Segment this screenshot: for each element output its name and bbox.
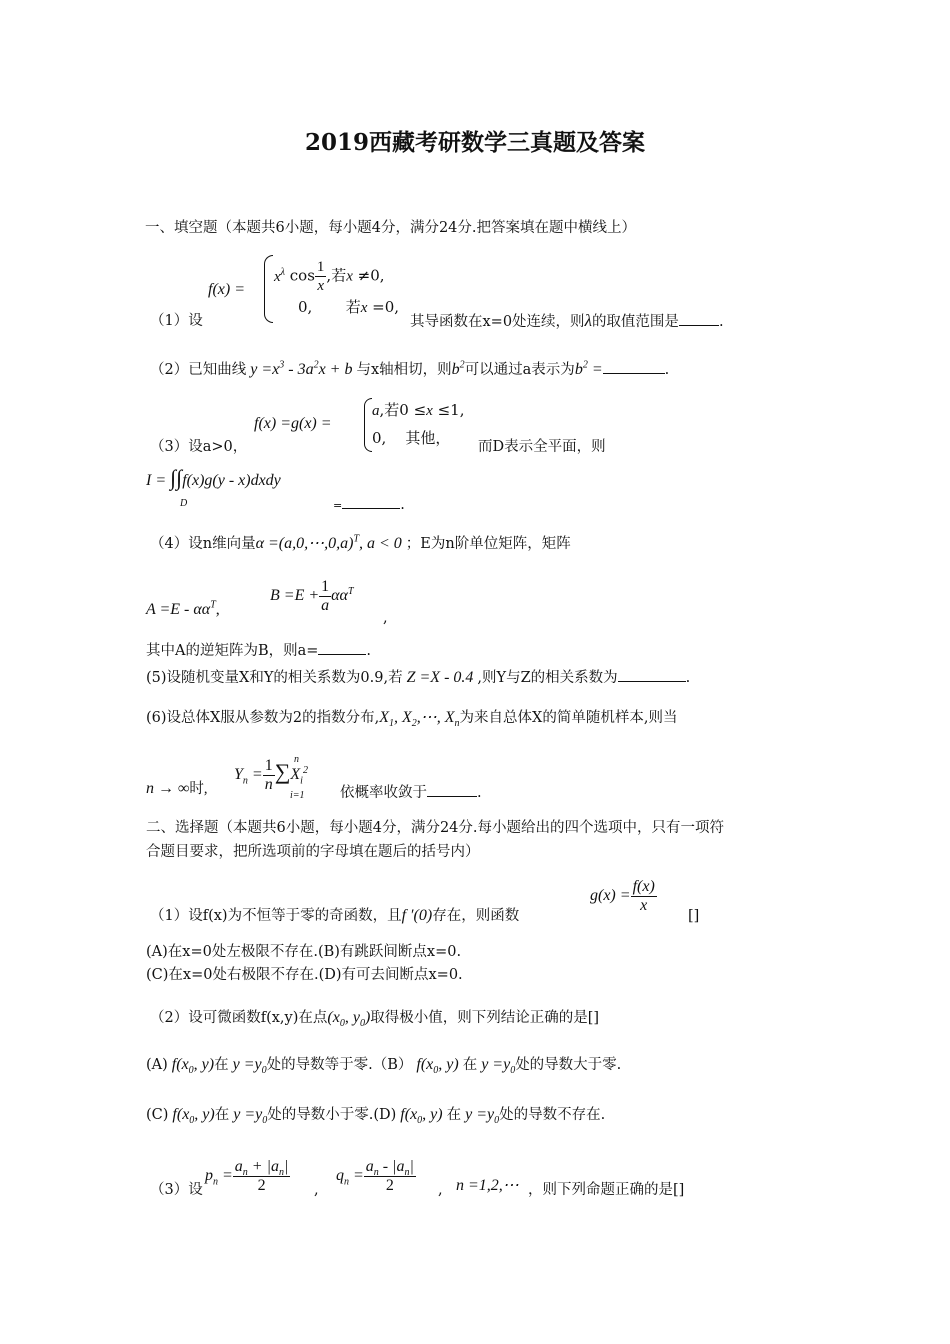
q4-matrix-b: B =E + $\frac{1}{a}$ $\alpha\alpha^T$ bbox=[270, 578, 354, 614]
s2-q1-options-ab: (A)在x=0处左极限不存在.(B)有跳跃间断点x=0. bbox=[146, 944, 462, 960]
section-2-heading-1: 二、选择题（本题共6小题，每小题4分，满分24分.每小题给出的四个选项中，只有一项符 bbox=[146, 820, 725, 836]
q1-prefix: （1）设 bbox=[150, 313, 203, 329]
s2-q3-qn: $q_n$ = $\frac{a_n - |a_n|}{2}$ bbox=[336, 1158, 414, 1194]
q3-case-2: 0, 其他， bbox=[372, 429, 451, 447]
q6-line-1: (6)设总体X服从参数为2的指数分布$,X_1$, $X_2,\cdots$, $X_n$为来自总体X的简单随机样本,则当 bbox=[146, 709, 678, 730]
section-1-heading: 一、填空题（本题共6小题，每小题4分，满分24分.把答案填在题中横线上） bbox=[145, 220, 637, 236]
q3-integral-domain: D bbox=[180, 498, 188, 509]
q3-brace bbox=[364, 398, 372, 452]
s2-q1-line: （1）设f(x)为不恒等于零的奇函数，且f ′(0)存在，则函数 bbox=[150, 907, 520, 924]
q6-limit: n → ∞时, bbox=[146, 780, 208, 797]
q1-brace bbox=[264, 255, 273, 323]
s2-q3-prefix: （3）设 bbox=[150, 1182, 203, 1198]
q1-case-1: $x^\lambda$ cos $\frac{1}{x}$ ,若x ≠0, bbox=[274, 259, 385, 294]
q1-text: 其导函数在x=0处连续，则λ的取值范围是 . bbox=[410, 311, 724, 330]
q3-prefix: （3）设a>0， bbox=[150, 439, 248, 455]
q2-line: （2）已知曲线 $y =x^3 - 3a^2x + b$ 与x轴相切，则$b^2$可以通过a表示为$b^2$ = . bbox=[150, 359, 670, 378]
q4-line-1: （4）设n维向量α =(a,0,⋯,0,a)$^T$, a < 0 ；E为n阶单位矩阵，矩阵 bbox=[150, 533, 571, 552]
s2-q1-function: g(x) = $\frac{f(x)}{x}$ bbox=[590, 878, 655, 914]
s2-q2-options-ab: (A) $f(x_0$, y)在 $y =y_0$处的导数等于零.（B） $f(x_0$, y) 在 $y =y_0$处的导数大于零. bbox=[146, 1056, 622, 1077]
s2-q3-text: ，则下列命题正确的是[] bbox=[528, 1182, 685, 1198]
s2-q2-options-cd: (C) $f(x_0$, y)在 $y =y_0$处的导数小于零.(D) $f(x_0$, y) 在 $y =y_0$处的导数不存在. bbox=[146, 1106, 606, 1127]
q3-integral: I = ∫∫f(x)g(y - x)dxdy bbox=[146, 465, 281, 490]
q6-statistic: $Y_n$ = $\frac{1}{n}$ $\sum X_i^2$ bbox=[234, 757, 308, 793]
section-2-heading-2: 合题目要求，把所选项前的字母填在题后的括号内） bbox=[146, 844, 480, 860]
s2-q3-sep-2: , bbox=[438, 1182, 443, 1198]
q1-case-2: 0, 若x =0, bbox=[298, 298, 400, 316]
q3-answer: = . bbox=[333, 497, 405, 513]
q4-sep: , bbox=[383, 610, 388, 626]
s2-q3-index: n =1,2,⋯ bbox=[456, 1177, 519, 1194]
s2-q1-options-cd: (C)在x=0处右极限不存在.(D)有可去间断点x=0. bbox=[146, 967, 463, 983]
q1-function-lhs: f(x) = bbox=[208, 281, 245, 298]
s2-q1-bracket: [] bbox=[688, 908, 700, 924]
q6-sum-upper: n bbox=[294, 754, 299, 765]
q4-line-2: 其中A的逆矩阵为B，则a= . bbox=[146, 643, 372, 659]
q3-case-1: a,若0 ≤x ≤1, bbox=[372, 401, 465, 419]
s2-q2-line: （2）设可微函数f(x,y)在点($x_0$, $y_0$)取得极小值，则下列结论正确的是[] bbox=[150, 1009, 600, 1030]
q5-line: (5)设随机变量X和Y的相关系数为0.9,若 Z =X - 0.4 ,则Y与Z的相关系数为 . bbox=[146, 669, 691, 686]
s2-q3-sep-1: , bbox=[314, 1182, 319, 1198]
page-title: 2019西藏考研数学三真题及答案 bbox=[304, 129, 645, 156]
q3-function: f(x) =g(x) = bbox=[254, 415, 332, 432]
q6-sum-lower: i=1 bbox=[290, 790, 305, 801]
s2-q3-pn: $p_n$ = $\frac{a_n + |a_n|}{2}$ bbox=[205, 1158, 289, 1194]
q3-text: 而D表示全平面，则 bbox=[478, 439, 606, 455]
q4-matrix-a: $A =E - \alpha\alpha^T$, bbox=[146, 599, 220, 618]
q6-tail: 依概率收敛于 . bbox=[340, 785, 482, 801]
